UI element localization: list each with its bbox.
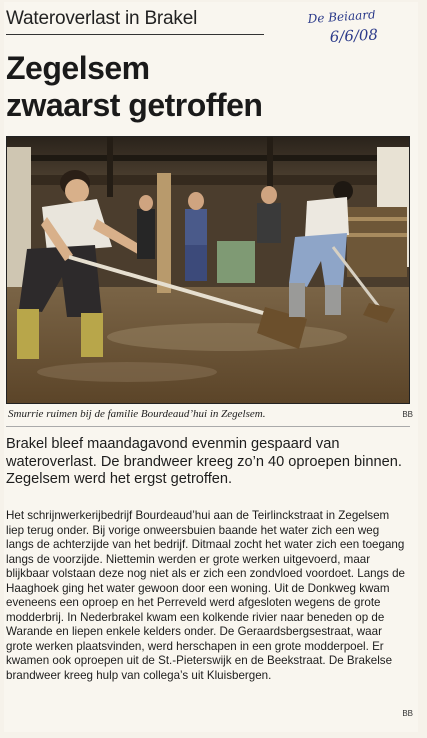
article-credit: BB	[402, 709, 413, 718]
handwritten-note-line1: De Beiaard	[307, 10, 377, 26]
article-photo	[6, 136, 410, 404]
article-headline	[6, 50, 336, 124]
caption-rule	[6, 426, 410, 427]
photo-illustration	[7, 137, 410, 404]
handwritten-note	[304, 10, 404, 50]
photo-caption: Smurrie ruimen bij de familie Bourdeaud’hui in Zegelsem.	[8, 408, 266, 420]
handwritten-note-strokes	[304, 10, 404, 50]
headline-line-1: Zegelsem	[6, 50, 150, 86]
article-intro: Brakel bleef maandagavond evenmin gespaard van wateroverlast. De brandweer kreeg zo’n 40 oproepen binnen. Zegelsem werd het ergst getroffen.	[6, 436, 402, 487]
headline-line-2: zwaarst getroffen	[6, 87, 263, 123]
photo-credit: BB	[402, 410, 413, 419]
kicker-rule	[6, 34, 264, 35]
article-body	[6, 509, 410, 683]
article-kicker: Wateroverlast in Brakel	[6, 8, 198, 29]
article-body-paragraph: Het schrijnwerkerijbedrijf Bourdeaud’hui aan de Teirlinckstraat in Zegelsem liep terug onder. Bij vorige onweersbuien baande het water zich een weg langs de achterzijde van het bedrijf. Ditmaal zocht het water zich een toegang langs de voorzijde. Niettemin werden er grote werken uitgevoerd, maar blijkbaar volstaan deze nog niet als er zich een zondvloed voordoet. Langs de Haaghoek ging het water gewoon door een woning. Uit de Donkweg kwam eveneens een oproep en het Perreveld werd afgesloten wegens de grote modderbrij. In Nederbrakel kwam een kolkende rivier naar beneden op de Warande en liepen enkele kelders onder. De Geraardsbergsestraat, waar grote werken plaatsvinden, werd herschapen in een grote modderpoel. Er kwamen ook oproepen uit de St.-Pieterswijk en de Beekstraat. De Brakelse brandweer kreeg hulp van collega’s uit Kluisbergen.	[6, 509, 405, 682]
handwritten-note-line2: 6/6/08	[329, 25, 379, 46]
